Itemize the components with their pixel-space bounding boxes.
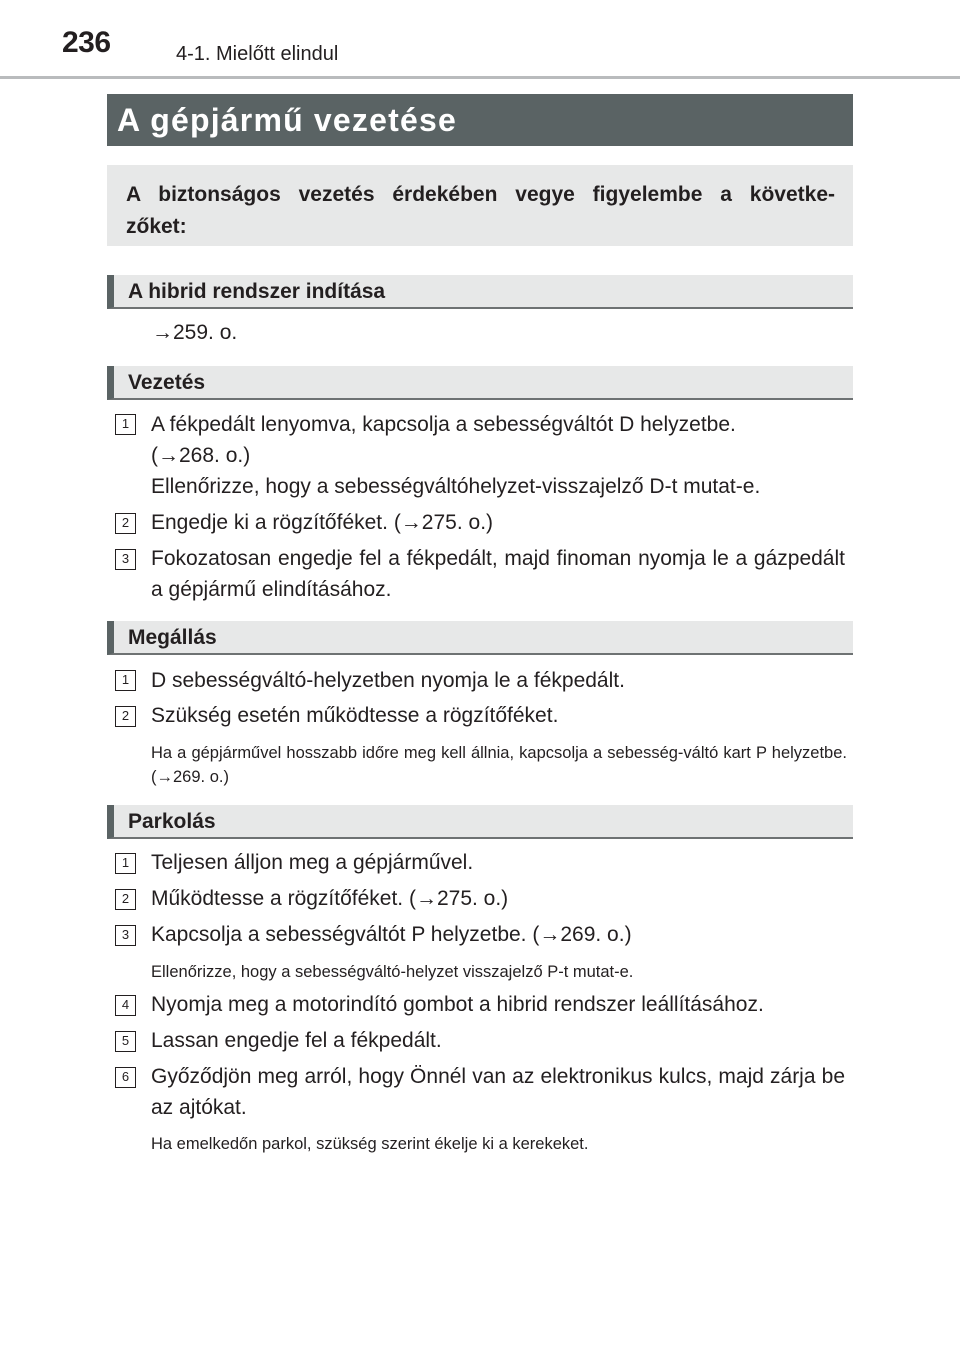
step-number: 4 (115, 995, 136, 1016)
step-number: 2 (115, 889, 136, 910)
section-heading-driving: Vezetés (107, 366, 853, 400)
parking-step-4: Nyomja meg a motorindító gombot a hibrid rendszer leállításához. (151, 993, 764, 1016)
parking-step-3: Kapcsolja a sebességváltót P helyzetbe. (→269. o.) (151, 923, 632, 946)
section-heading-start: A hibrid rendszer indítása (107, 275, 853, 309)
step-number: 3 (115, 549, 136, 570)
section-heading-stopping: Megállás (107, 621, 853, 655)
driving-step-1-line1: A fékpedált lenyomva, kapcsolja a sebességváltót D helyzetbe. (151, 413, 736, 436)
parking-note-slope: Ha emelkedőn parkol, szükség szerint ékelje ki a kerekeket. (151, 1135, 589, 1153)
driving-step-2: Engedje ki a rögzítőféket. (→275. o.) (151, 511, 494, 534)
step-number: 1 (115, 670, 136, 691)
intro-box: A biztonságos vezetés érdekében vegye figyelembe a követke-zőket: (107, 165, 853, 246)
driving-step-1 (151, 409, 847, 502)
section-heading-parking: Parkolás (107, 805, 853, 839)
parking-step-5: Lassan engedje fel a fékpedált. (151, 1029, 442, 1052)
parking-step-1: Teljesen álljon meg a gépjárművel. (151, 851, 474, 874)
page-title-banner (107, 94, 853, 146)
step-number: 5 (115, 1031, 136, 1052)
start-reference: →259. o. (152, 321, 238, 344)
step-number: 1 (115, 853, 136, 874)
parking-step-2: Működtesse a rögzítőféket. (→275. o.) (151, 887, 509, 910)
step-number: 2 (115, 706, 136, 727)
stopping-step-2: Szükség esetén működtesse a rögzítőféket. (151, 704, 559, 727)
page-number: 236 (62, 26, 111, 59)
step-number: 6 (115, 1067, 136, 1088)
chapter-title: 4-1. Mielőtt elindul (176, 43, 339, 65)
parking-step-6: Győződjön meg arról, hogy Önnél van az elektronikus kulcs, majd zárja be az ajtókat. (151, 1065, 845, 1119)
page-title: A gépjármű vezetése (117, 101, 457, 138)
driving-step-1-line3: Ellenőrizze, hogy a sebességváltóhelyzet-visszajelző D-t mutat-e. (151, 475, 761, 498)
step-number: 2 (115, 513, 136, 534)
header-divider (0, 76, 960, 79)
stopping-note: Ha a gépjárművel hosszabb időre meg kell állnia, kapcsolja a sebesség-váltó kart P helyzetbe. (→269. o.) (151, 744, 847, 786)
step-number: 3 (115, 925, 136, 946)
driving-step-3: Fokozatosan engedje fel a fékpedált, majd finoman nyomja le a gázpedált a gépjármű elindításához. (151, 547, 845, 601)
step-number: 1 (115, 414, 136, 435)
stopping-step-1: D sebességváltó-helyzetben nyomja le a fékpedált. (151, 669, 625, 692)
driving-step-1-line2: (→268. o.) (151, 444, 251, 467)
parking-note-indicator: Ellenőrizze, hogy a sebességváltó-helyzet visszajelző P-t mutat-e. (151, 963, 634, 981)
